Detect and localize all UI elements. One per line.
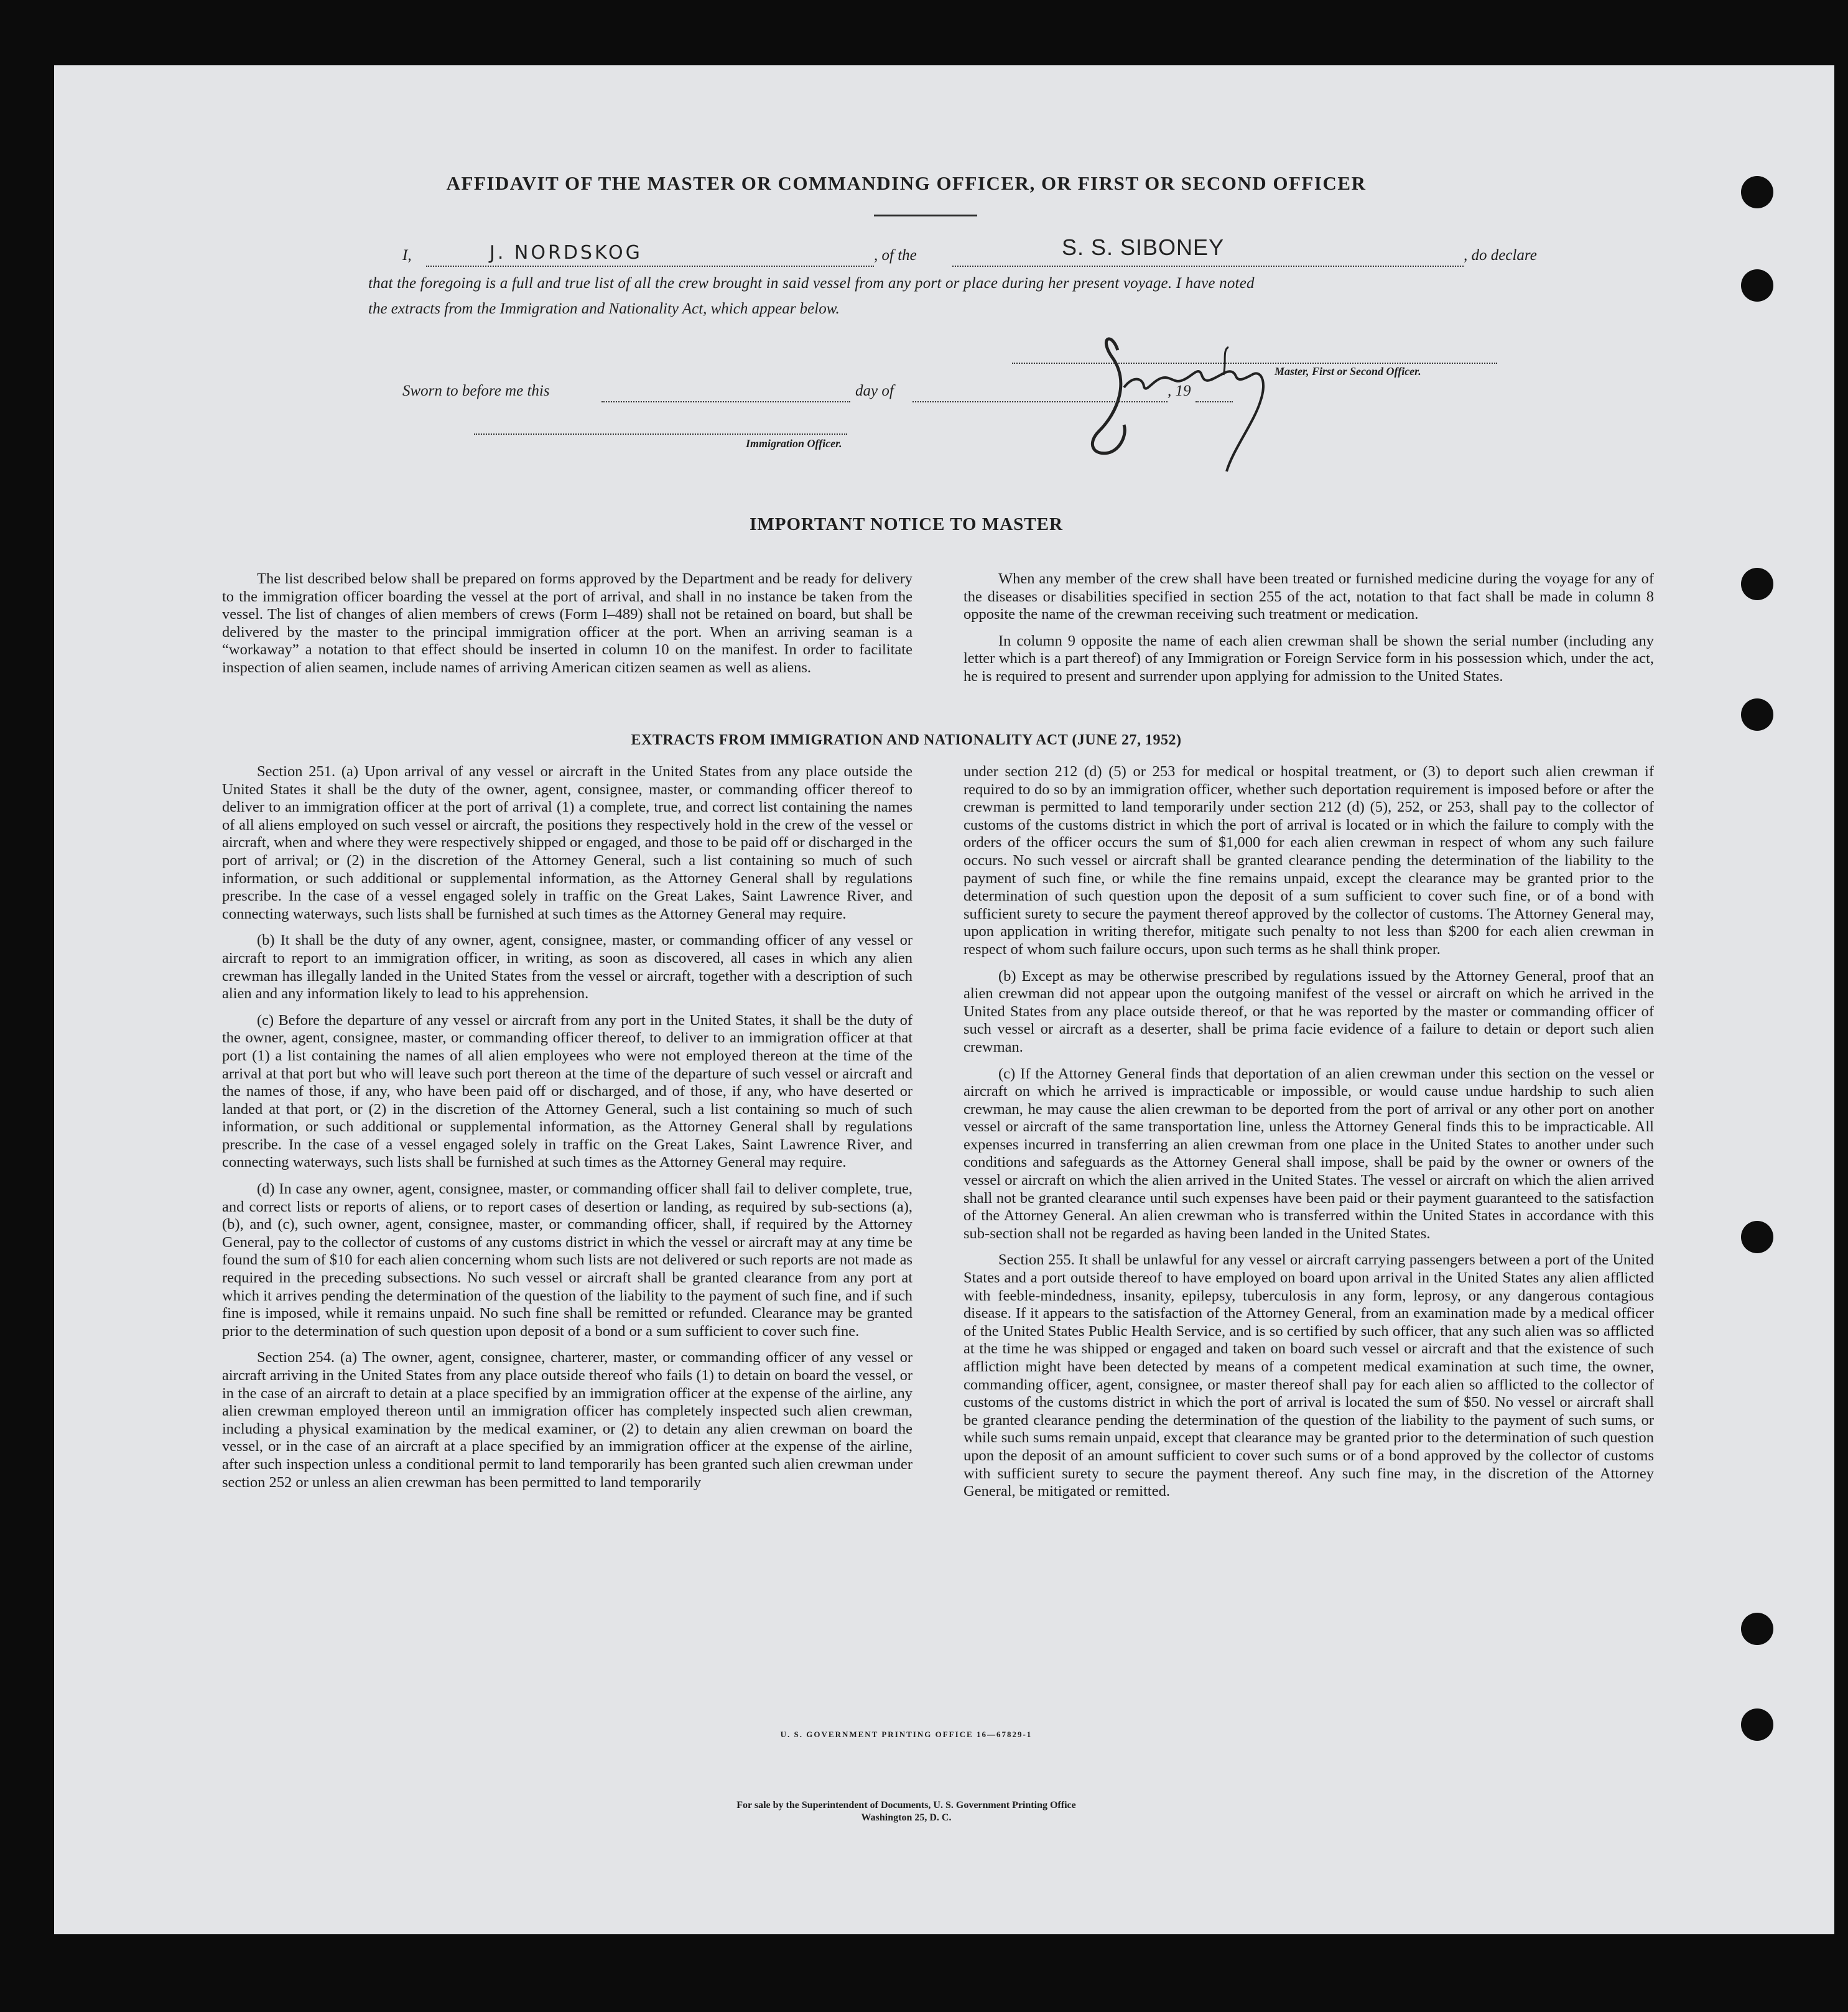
notice-left-column	[222, 570, 912, 686]
master-signature-label: Master, First or Second Officer.	[1275, 365, 1421, 378]
section-251-d: (d) In case any owner, agent, consignee, master, or commanding officer shall fail to deliver complete, true, and correct lists or reports of aliens, or to report cases of desertion or landing, as required by sub-sections (a), (b), and (c), such owner, agent, consignee, master, or commanding officer, shall, if required by the Attorney General, pay to the collector of customs of any customs district in which the vessel or aircraft may at any time be found the sum of $10 for each alien concerning whom such lists are not delivered or such reports are not made as required in the preceding subsections. No such vessel or aircraft shall be granted clearance from any port at which it arrives pending the determination of the question of the liability to the payment of such fine, and if such fine is imposed, while it remains unpaid. No such fine shall be remitted or refunded. Clearance may be granted prior to the determination of such question upon deposit of a bond or a sum sufficient to cover such fine.	[222, 1180, 912, 1340]
sworn-year-line	[1196, 401, 1233, 402]
punch-hole	[1741, 1613, 1773, 1645]
extracts-title: EXTRACTS FROM IMMIGRATION AND NATIONALITY ACT (JUNE 27, 1952)	[631, 732, 1182, 748]
title-underline	[874, 215, 977, 216]
gpo-imprint: U. S. GOVERNMENT PRINTING OFFICE 16—67829-1	[780, 1730, 1033, 1739]
vessel-name: S. S. SIBONEY	[1062, 234, 1225, 260]
punch-hole	[1741, 568, 1773, 600]
section-251-b: (b) It shall be the duty of any owner, agent, consignee, master, or commanding officer of any vessel or aircraft to report to an immigration officer, in writing, as soon as discovered, all cases in which any alien crewman has illegally landed in the United States from the vessel or aircraft, together with a description of such alien and any information likely to lead to his apprehension.	[222, 932, 912, 1003]
do-declare-label: , do declare	[1464, 247, 1537, 264]
master-signature	[1074, 307, 1335, 481]
section-255: Section 255. It shall be unlawful for any vessel or aircraft carrying passengers between a port of the United States and a port outside thereof to have employed on board upon arrival in the United States any alien afflicted with feeble-mindedness, insanity, epilepsy, tuberculosis in any form, leprosy, or any dangerous contagious disease. If it appears to the satisfaction of the Attorney General, from an examination made by a medical officer of the United States Public Health Service, and is so certified by such officer, that any such alien was so afflicted at the time he was shipped or engaged and taken on board such vessel or aircraft and that the existence of such affliction might have been detected by means of a competent medical examination at such time, the owner, commanding officer, agent, consignee, or master thereof shall pay for each alien so afflicted to the collector of customs of the customs district in which the port of arrival is located the sum of $50. No vessel or aircraft shall be granted clearance pending the determination of the question of the liability to the payment of such sums, or while such sums remain unpaid, except that clearance may be granted prior to the determination of such question upon the deposit of an amount sufficient to cover such sums or of a bond approved by the collector of customs with sufficient surety to secure the payment thereof. Any such fine may, in the discretion of the Attorney General, be mitigated or remitted.	[963, 1251, 1654, 1500]
affidavit-title: AFFIDAVIT OF THE MASTER OR COMMANDING OFFICER, OR FIRST OR SECOND OFFICER	[446, 172, 1367, 194]
form-page	[54, 65, 1834, 1934]
punch-hole	[1741, 269, 1773, 302]
master-name: J. NORDSKOG	[490, 242, 643, 264]
declaration-prefix: I,	[402, 247, 412, 264]
section-254-b: (b) Except as may be otherwise prescribed by regulations issued by the Attorney General, proof that an alien crewman did not appear upon the outgoing manifest of the vessel or aircraft on which he arrived in the United States from any place outside thereof, or that he was reported by the master or commanding officer of such vessel or aircraft as a deserter, shall be prima facie evidence of a failure to detain or deport such alien crewman.	[963, 967, 1654, 1055]
notice-right-paragraph-2: In column 9 opposite the name of each alien crewman shall be shown the serial number (including any letter which is a part thereof) of any Immigration or Foreign Service form in his possession which, under the act, he is required to present and surrender upon applying for admission to the United States.	[963, 632, 1654, 685]
sworn-month-line	[912, 401, 1168, 402]
of-the-label: , of the	[874, 247, 917, 264]
notice-title: IMPORTANT NOTICE TO MASTER	[750, 514, 1063, 534]
sale-notice	[421, 1799, 1391, 1824]
day-of-label: day of	[855, 382, 894, 399]
punch-hole	[1741, 1221, 1773, 1253]
section-251-c: (c) Before the departure of any vessel or aircraft from any port in the United States, it shall be the duty of the owner, agent, consignee, master, or commanding officer thereof, to deliver to an immigration officer at that port (1) a list containing the names of all alien employees who were not employed thereon at the time of the arrival at that port but who will leave such port thereon at the time of the departure of such vessel or aircraft and the names of those, if any, who have been paid off or discharged, and of those, if any, who have deserted or landed at that port, or (2) in the discretion of the Attorney General, such a list containing so much of such information, or such additional or supplemental information, as the Attorney General shall by regulations prescribe. In the case of a vessel engaged solely in traffic on the Great Lakes, Saint Lawrence River, and connecting waterways, such lists shall be furnished at such times as the Attorney General may require.	[222, 1011, 912, 1171]
year-prefix: , 19	[1168, 382, 1191, 399]
extracts-left-column	[222, 763, 912, 1500]
immigration-officer-line	[474, 433, 847, 435]
notice-right-column	[963, 570, 1654, 695]
vessel-field-line	[952, 266, 1464, 267]
sworn-prefix: Sworn to before me this	[402, 382, 550, 399]
sworn-day-line	[601, 401, 850, 402]
notice-left-paragraph: The list described below shall be prepared on forms approved by the Department and be ready for delivery to the immigration officer boarding the vessel at the port of arrival, and shall in no instance be taken from the vessel. The list of changes of alien members of crews (Form I–489) shall not be retained on board, but shall be delivered by the master to the principal immigration officer at the port. When an arriving seaman is a “workaway” a notation to that effect should be inserted in column 10 on the manifest. In order to facilitate inspection of alien seamen, include names of arriving American citizen seamen as well as aliens.	[222, 570, 912, 676]
section-254-a: Section 254. (a) The owner, agent, consignee, charterer, master, or commanding officer of any vessel or aircraft arriving in the United States from any place outside thereof who fails (1) to detain on board the vessel, or in the case of an aircraft to detain at a place specified by an immigration officer at the expense of the airline, any alien crewman employed thereon until an immigration officer has completely inspected such alien crewman, including a physical examination by the medical examiner, or (2) to detain any alien crewman on board the vessel, or in the case of an aircraft at a place specified by an immigration officer at the expense of the airline, after such inspection unless a conditional permit to land temporarily has been granted such alien crewman under section 252 or unless an alien crewman has been permitted to land temporarily	[222, 1349, 912, 1491]
section-254-a-continued: under section 212 (d) (5) or 253 for medical or hospital treatment, or (3) to deport such alien crewman if required to do so by an immigration officer, whether such deportation requirement is imposed before or after the crewman is permitted to land temporarily under section 212 (d) (5), 252, or 253, shall pay to the collector of customs of the customs district in which the port of arrival is located or in which the failure to comply with the orders of the officer occurs the sum of $1,000 for each alien crewman in respect of whom any such failure occurs. No such vessel or aircraft shall be granted clearance pending the determination of the liability to the payment of such fine, or while the fine remains unpaid, except the clearance may be granted prior to the determination of such question upon the deposit of a sum sufficient to cover such fine, or of a bond with sufficient surety to secure the payment thereof approved by the collector of customs. The Attorney General may, upon application in writing therefor, mitigate such penalty to not less than $200 for each alien crewman in respect of whom such failure occurs, upon such terms as he shall think proper.	[963, 763, 1654, 958]
name-field-line	[426, 266, 874, 267]
notice-right-paragraph-1: When any member of the crew shall have been treated or furnished medicine during the voyage for any of the diseases or disabilities specified in section 255 of the act, notation to that fact shall be made in column 8 opposite the name of the crewman receiving such treatment or medication.	[963, 570, 1654, 623]
punch-hole	[1741, 176, 1773, 208]
punch-hole	[1741, 698, 1773, 731]
sale-line-1: For sale by the Superintendent of Documents, U. S. Government Printing Office	[736, 1800, 1076, 1810]
extracts-right-column	[963, 763, 1654, 1509]
sale-line-2: Washington 25, D. C.	[861, 1812, 952, 1823]
declaration-line-2: that the foregoing is a full and true list of all the crew brought in said vessel from any port or place during her present voyage. I have noted	[368, 275, 1255, 292]
section-251-a: Section 251. (a) Upon arrival of any vessel or aircraft in the United States from any place outside the United States it shall be the duty of the owner, agent, consignee, master, or commanding officer thereof to deliver to an immigration officer at the port of arrival (1) a complete, true, and correct list containing the names of all aliens employed on such vessel or aircraft, the positions they respectively hold in the crew of the vessel or aircraft, when and where they were respectively shipped or engaged, and those to be paid off or discharged in the port of arrival; or (2) in the discretion of the Attorney General, such a list containing so much of such information, or such additional or supplemental information, as the Attorney General shall by regulations prescribe. In the case of a vessel engaged solely in traffic on the Great Lakes, Saint Lawrence River, and connecting waterways, such lists shall be furnished at such times as the Attorney General may require.	[222, 763, 912, 922]
immigration-officer-label: Immigration Officer.	[746, 437, 842, 450]
punch-hole	[1741, 1708, 1773, 1741]
section-254-c: (c) If the Attorney General finds that deportation of an alien crewman under this section on the vessel or aircraft on which he arrived is impracticable or impossible, or would cause undue hardship to such alien crewman, he may cause the alien crewman to be deported from the port of arrival or any other port on another vessel or aircraft of the same transportation line, unless the Attorney General finds this to be impracticable. All expenses incurred in transferring an alien crewman from one place in the United States to another under such conditions and safeguards as the Attorney General shall impose, shall be paid by the owner or owners of the vessel or aircraft on which the alien arrived in the United States. The vessel or aircraft on which the alien arrived shall not be granted clearance until such expenses have been paid or their payment guaranteed to the satisfaction of the Attorney General. An alien crewman who is transferred within the United States in accordance with this sub-section shall not be regarded as having been landed in the United States.	[963, 1065, 1654, 1242]
declaration-line-3: the extracts from the Immigration and Nationality Act, which appear below.	[368, 300, 840, 317]
